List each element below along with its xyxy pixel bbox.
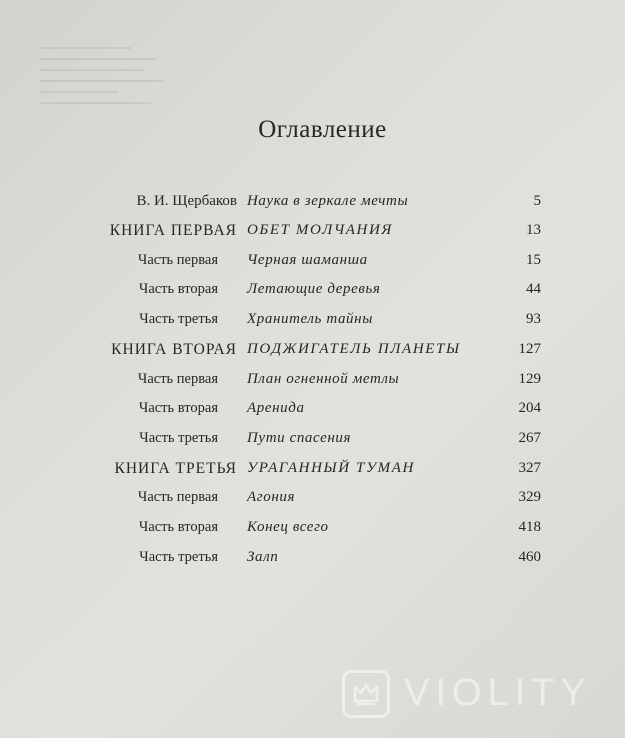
toc-row — [0, 460, 625, 486]
toc-title: УРАГАННЫЙ ТУМАН — [247, 460, 415, 476]
toc-part-label: Часть третья — [139, 549, 218, 565]
toc-page: 460 — [518, 549, 541, 565]
toc-title: ОБЕТ МОЛЧАНИЯ — [247, 222, 393, 238]
toc-row — [0, 400, 625, 426]
toc-title: Конец всего — [247, 519, 329, 535]
toc-row — [0, 281, 625, 307]
toc-row — [0, 371, 625, 397]
page-title: Оглавление — [258, 116, 387, 143]
toc-page: 329 — [518, 489, 541, 505]
toc-row — [0, 222, 625, 248]
toc-book-label: КНИГА ТРЕТЬЯ — [114, 460, 237, 477]
toc-page: 418 — [518, 519, 541, 535]
toc-page: 327 — [518, 460, 541, 476]
toc-row — [0, 311, 625, 337]
toc-title: Залп — [247, 549, 279, 565]
watermark-text: VIOLITY — [404, 672, 592, 714]
toc-page: 44 — [526, 281, 541, 297]
toc-row — [0, 489, 625, 515]
toc-title: Летающие деревья — [247, 281, 381, 297]
toc-title: Наука в зеркале мечты — [247, 193, 409, 209]
toc-page: 5 — [533, 193, 541, 209]
toc-row — [0, 430, 625, 456]
toc-page: 204 — [518, 400, 541, 416]
toc-row — [0, 252, 625, 278]
toc-page: 129 — [518, 371, 541, 387]
watermark — [342, 668, 612, 724]
toc-page: 127 — [518, 341, 541, 357]
crown-icon — [342, 670, 390, 718]
toc-book-label: КНИГА ВТОРАЯ — [111, 341, 237, 358]
toc-book-label: КНИГА ПЕРВАЯ — [109, 222, 237, 239]
toc-row — [0, 549, 625, 575]
toc-part-label: Часть третья — [139, 430, 218, 446]
toc-part-label: Часть вторая — [138, 281, 218, 297]
toc-title: Хранитель тайны — [247, 311, 373, 327]
toc-part-label: Часть вторая — [138, 519, 218, 535]
toc-row — [0, 519, 625, 545]
toc-row — [0, 341, 625, 367]
toc-part-label: Часть первая — [137, 489, 218, 505]
toc-page: 15 — [526, 252, 541, 268]
toc-title: Черная шаманша — [247, 252, 368, 268]
toc-author: В. И. Щербаков — [136, 193, 237, 209]
toc-part-label: Часть вторая — [138, 400, 218, 416]
toc-row — [0, 193, 625, 219]
toc-title: ПОДЖИГАТЕЛЬ ПЛАНЕТЫ — [247, 341, 461, 357]
toc-part-label: Часть первая — [137, 252, 218, 268]
toc-part-label: Часть первая — [137, 371, 218, 387]
toc-page: 267 — [518, 430, 541, 446]
toc-page: 93 — [526, 311, 541, 327]
toc-title: План огненной метлы — [247, 371, 400, 387]
toc-title: Аренида — [247, 400, 305, 416]
toc-page: 13 — [526, 222, 541, 238]
toc-title: Агония — [247, 489, 296, 505]
toc-part-label: Часть третья — [139, 311, 218, 327]
toc-title: Пути спасения — [247, 430, 352, 446]
